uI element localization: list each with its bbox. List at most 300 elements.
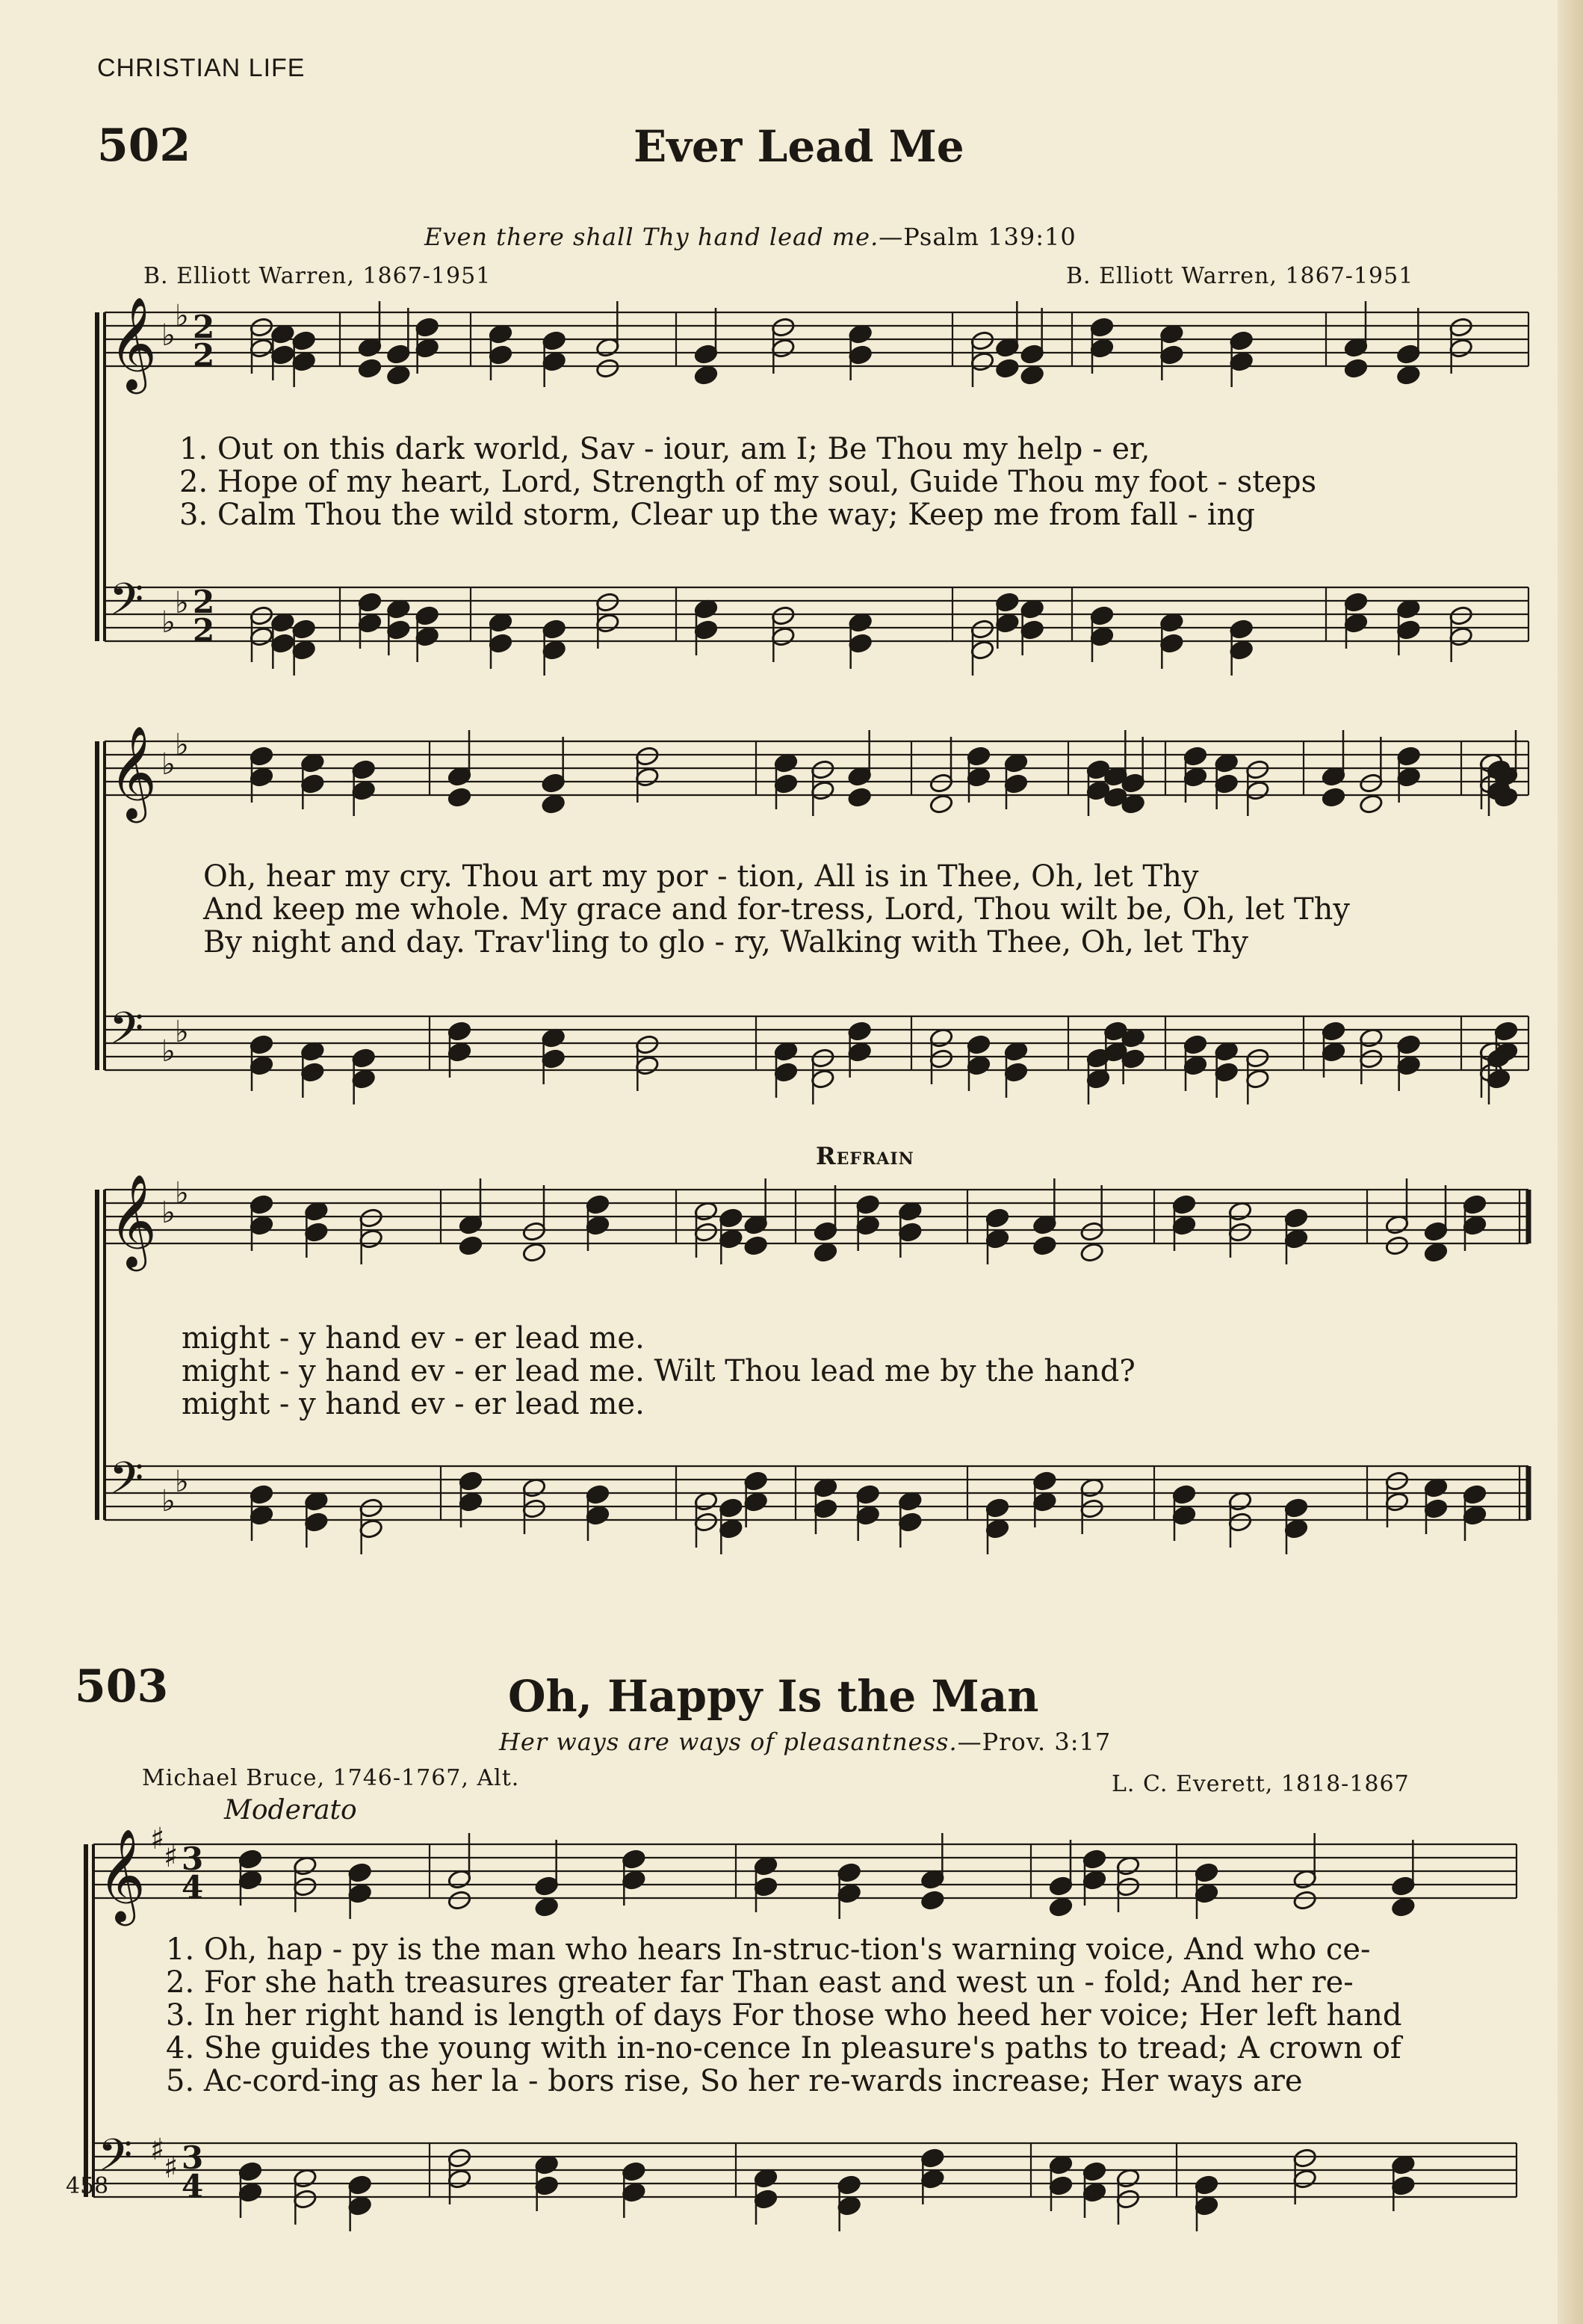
lyric-line: 2. For she hath treasures greater far Than east and west un - fold; And her re- — [166, 1965, 1354, 2000]
note-head — [300, 1062, 325, 1083]
note-head — [929, 1048, 953, 1069]
note-head — [357, 592, 382, 613]
note-head — [1245, 1069, 1270, 1090]
note-head — [359, 1208, 383, 1229]
note-head — [1089, 605, 1114, 626]
note-head — [837, 2175, 861, 2195]
note-head — [1359, 1048, 1384, 1069]
note-head — [837, 2195, 861, 2216]
lyric-line: might - y hand ev - er lead me. Wilt Thou lead me by the hand? — [182, 1354, 1136, 1388]
note-head — [837, 1883, 861, 1904]
note-head — [1194, 1862, 1218, 1883]
note-head — [855, 1194, 880, 1215]
note-head — [1115, 1876, 1140, 1897]
bass-clef: 𝄢 — [109, 573, 144, 636]
note-head — [585, 1484, 610, 1505]
flat-sign: ♭ — [175, 1465, 189, 1499]
note-head — [719, 1229, 743, 1249]
note-head — [351, 759, 376, 780]
note-head — [1292, 2169, 1317, 2189]
note-head — [386, 619, 411, 640]
treble-clef: 𝄞 — [109, 1174, 157, 1267]
note-head — [1020, 365, 1044, 386]
note-head — [929, 773, 953, 794]
note-head — [1493, 1021, 1518, 1042]
note-head — [719, 1208, 743, 1229]
music-credit: L. C. Everett, 1818-1867 — [1112, 1771, 1410, 1797]
note-head — [1396, 619, 1421, 640]
note-head — [920, 1890, 945, 1911]
note-head — [249, 317, 273, 338]
note-head — [534, 2175, 559, 2196]
note-head — [347, 2175, 372, 2195]
note-head — [995, 358, 1020, 379]
flat-sign: ♭ — [161, 1196, 176, 1230]
note-head — [1082, 1870, 1106, 1891]
note-head — [1171, 1194, 1196, 1215]
note-head — [635, 767, 660, 788]
note-head — [966, 746, 991, 767]
note-head — [534, 1876, 559, 1897]
note-head — [488, 633, 512, 654]
note-head — [238, 1870, 262, 1891]
note-head — [249, 1484, 273, 1505]
time-signature: 2 — [193, 337, 215, 374]
note-head — [1486, 1069, 1511, 1090]
flat-sign: ♭ — [161, 605, 176, 640]
note-head — [1343, 613, 1368, 634]
lyric-line: 3. In her right hand is length of days For those who heed her voice; Her left hand — [166, 1998, 1402, 2033]
note-head — [1462, 1484, 1487, 1505]
note-head — [743, 1492, 768, 1512]
note-head — [848, 633, 873, 654]
note-head — [1245, 780, 1270, 801]
note-head — [929, 794, 953, 815]
note-head — [1396, 746, 1421, 767]
note-head — [985, 1208, 1009, 1229]
note-head — [848, 344, 873, 365]
note-head — [1082, 2161, 1106, 2182]
note-head — [541, 794, 566, 815]
note-head — [1283, 1208, 1308, 1229]
note-head — [1159, 633, 1184, 654]
note-head — [1020, 344, 1044, 365]
treble-clef: 𝄞 — [109, 726, 157, 819]
note-head — [447, 2148, 471, 2169]
note-head — [719, 1518, 743, 1539]
note-head — [1003, 1062, 1028, 1083]
note-head — [970, 330, 994, 351]
sharp-sign: ♯ — [164, 1840, 179, 1874]
note-head — [985, 1229, 1009, 1249]
note-head — [1283, 1518, 1308, 1539]
note-head — [415, 317, 439, 338]
note-head — [1449, 605, 1473, 626]
hymn-title: Oh, Happy Is the Man — [508, 1671, 1039, 1722]
note-head — [985, 1518, 1009, 1539]
flat-sign: ♭ — [175, 728, 189, 762]
lyric-line: 4. She guides the young with in-no-cence In pleasure's paths to tread; A crown of — [166, 2031, 1401, 2065]
note-head — [249, 1034, 273, 1055]
note-head — [291, 640, 316, 661]
note-head — [811, 759, 835, 780]
note-head — [966, 1055, 991, 1076]
lyric-line: Oh, hear my cry. Thou art my por - tion, All is in Thee, Oh, let Thy — [203, 859, 1199, 894]
note-head — [1214, 773, 1239, 794]
hymn-number: 503 — [75, 1660, 169, 1713]
note-head — [357, 613, 382, 634]
note-head — [1359, 773, 1384, 794]
note-head — [1082, 1849, 1106, 1870]
note-head — [542, 330, 566, 351]
note-head — [447, 787, 471, 808]
lyric-line: 2. Hope of my heart, Lord, Strength of my soul, Guide Thou my foot - steps — [179, 465, 1317, 499]
lyric-line: 5. Ac-cord-ing as her la - bors rise, So her re-wards increase; Her ways are — [166, 2064, 1303, 2098]
note-head — [595, 613, 620, 634]
note-head — [1089, 626, 1114, 647]
note-head — [1396, 1055, 1421, 1076]
time-signature: 3 — [182, 2139, 204, 2176]
note-head — [542, 351, 566, 372]
sharp-sign: ♯ — [164, 2151, 179, 2185]
lyric-line: And keep me whole. My grace and for-tress, Lord, Thou wilt be, Oh, let Thy — [203, 892, 1350, 927]
epigraph — [499, 1728, 1111, 1756]
time-signature: 4 — [182, 2168, 204, 2204]
note-head — [1183, 746, 1207, 767]
note-head — [693, 344, 718, 365]
note-head — [1396, 344, 1421, 365]
note-head — [415, 626, 439, 647]
note-head — [351, 1048, 376, 1069]
note-head — [347, 1883, 372, 1904]
note-head — [771, 626, 796, 647]
sharp-sign: ♯ — [150, 1822, 165, 1856]
note-head — [753, 1876, 778, 1897]
note-head — [1079, 1221, 1104, 1242]
note-head — [359, 1518, 383, 1539]
note-head — [447, 1890, 471, 1911]
note-head — [1384, 1492, 1409, 1512]
note-head — [1032, 1492, 1057, 1512]
note-head — [249, 338, 273, 359]
note-head — [837, 1862, 861, 1883]
lyric-line: might - y hand ev - er lead me. — [182, 1387, 645, 1421]
note-head — [1171, 1505, 1196, 1526]
note-head — [847, 1021, 872, 1042]
flat-sign: ♭ — [175, 1176, 189, 1211]
note-head — [1292, 2148, 1317, 2169]
note-head — [1384, 1235, 1409, 1256]
note-head — [1048, 1897, 1073, 1917]
note-head — [249, 1194, 273, 1215]
note-head — [855, 1215, 880, 1236]
note-head — [291, 330, 316, 351]
note-head — [1391, 1897, 1416, 1917]
epigraph-text: Even there shall Thy hand lead me. — [424, 223, 879, 251]
note-head — [270, 633, 295, 654]
time-signature: 2 — [193, 584, 215, 620]
note-head — [1245, 1048, 1270, 1069]
bass-clef: 𝄢 — [109, 1452, 144, 1515]
note-head — [1089, 317, 1114, 338]
note-head — [1183, 767, 1207, 788]
note-head — [855, 1505, 880, 1526]
note-head — [920, 2148, 945, 2169]
note-head — [1321, 787, 1345, 808]
note-head — [521, 1221, 546, 1242]
note-head — [995, 613, 1020, 634]
note-head — [249, 1215, 273, 1236]
note-head — [1343, 592, 1368, 613]
note-head — [1227, 1222, 1252, 1243]
flat-sign: ♭ — [175, 1015, 189, 1049]
flat-sign: ♭ — [161, 1034, 176, 1069]
note-head — [351, 1069, 376, 1090]
note-head — [249, 605, 273, 626]
note-head — [293, 2189, 317, 2210]
note-head — [415, 605, 439, 626]
note-head — [541, 773, 566, 794]
note-head — [1229, 351, 1254, 372]
bass-clef: 𝄢 — [98, 2129, 133, 2192]
note-head — [1048, 1876, 1073, 1897]
time-signature: 2 — [193, 309, 215, 345]
note-head — [249, 767, 273, 788]
note-head — [1194, 2195, 1218, 2216]
epigraph-reference: —Psalm 139:10 — [879, 223, 1076, 251]
note-head — [847, 787, 872, 808]
note-head — [1449, 317, 1473, 338]
note-head — [542, 640, 566, 661]
treble-clef: 𝄞 — [109, 297, 157, 390]
note-head — [773, 773, 798, 794]
note-head — [622, 2182, 646, 2203]
note-head — [1423, 1242, 1448, 1263]
note-head — [1194, 1883, 1218, 1904]
flat-sign: ♭ — [175, 299, 189, 333]
note-head — [966, 1034, 991, 1055]
note-head — [347, 2195, 372, 2216]
lyric-line: 1. Oh, hap - py is the man who hears In-struc-tion's warning voice, And who ce- — [166, 1932, 1371, 1967]
note-head — [1449, 338, 1473, 359]
music-credit: B. Elliott Warren, 1867-1951 — [1066, 263, 1414, 289]
note-head — [304, 1222, 329, 1243]
note-head — [1214, 1062, 1239, 1083]
note-head — [595, 358, 620, 379]
note-head — [811, 780, 835, 801]
note-head — [898, 1222, 923, 1243]
words-credit: B. Elliott Warren, 1867-1951 — [143, 263, 492, 289]
note-head — [542, 619, 566, 640]
note-head — [347, 1862, 372, 1883]
note-head — [1396, 1034, 1421, 1055]
note-head — [1283, 1229, 1308, 1249]
sharp-sign: ♯ — [150, 2133, 165, 2167]
note-head — [773, 1062, 798, 1083]
note-head — [359, 1498, 383, 1518]
note-head — [855, 1484, 880, 1505]
bass-clef: 𝄢 — [109, 1002, 144, 1065]
note-head — [771, 338, 796, 359]
note-head — [1082, 2182, 1106, 2203]
time-signature: 2 — [193, 612, 215, 649]
note-head — [1462, 1194, 1487, 1215]
note-head — [1462, 1215, 1487, 1236]
note-head — [249, 1055, 273, 1076]
note-head — [458, 1492, 483, 1512]
note-head — [1384, 1471, 1409, 1492]
note-head — [995, 592, 1020, 613]
note-head — [635, 1055, 660, 1076]
note-head — [743, 1471, 768, 1492]
note-head — [635, 746, 660, 767]
note-head — [771, 317, 796, 338]
note-head — [238, 2161, 262, 2182]
note-head — [813, 1221, 837, 1242]
note-head — [1462, 1505, 1487, 1526]
note-head — [920, 2169, 945, 2189]
note-head — [1183, 1055, 1207, 1076]
note-head — [970, 640, 994, 661]
note-head — [488, 344, 512, 365]
section-label: CHRISTIAN LIFE — [97, 54, 306, 82]
note-head — [1391, 1876, 1416, 1897]
note-head — [595, 592, 620, 613]
epigraph-reference: —Prov. 3:17 — [957, 1728, 1112, 1756]
note-head — [1003, 773, 1028, 794]
note-head — [811, 1048, 835, 1069]
time-signature: 3 — [182, 1841, 204, 1877]
page-number: 458 — [66, 2173, 109, 2199]
note-head — [1359, 794, 1384, 815]
note-head — [1089, 338, 1114, 359]
note-head — [1032, 1235, 1057, 1256]
note-head — [293, 1876, 317, 1897]
note-head — [813, 1242, 837, 1263]
note-head — [249, 1505, 273, 1526]
treble-clef: 𝄞 — [98, 1829, 146, 1922]
note-head — [753, 2189, 778, 2210]
note-head — [622, 1870, 646, 1891]
refrain-label: Refrain — [816, 1142, 914, 1170]
note-head — [985, 1498, 1009, 1518]
lyric-line: 3. Calm Thou the wild storm, Clear up the way; Keep me from fall - ing — [179, 498, 1256, 532]
note-head — [1321, 1042, 1345, 1063]
note-head — [771, 605, 796, 626]
note-head — [585, 1505, 610, 1526]
note-head — [1159, 344, 1184, 365]
epigraph — [424, 223, 1076, 251]
note-head — [1183, 1034, 1207, 1055]
note-head — [1423, 1498, 1448, 1519]
note-head — [291, 351, 316, 372]
tempo-marking: Moderato — [224, 1795, 357, 1826]
note-head — [585, 1215, 610, 1236]
note-head — [1085, 1069, 1110, 1090]
note-head — [386, 344, 411, 365]
note-head — [270, 344, 295, 365]
note-head — [1115, 2189, 1140, 2210]
note-head — [291, 619, 316, 640]
note-head — [521, 1498, 546, 1519]
note-head — [249, 746, 273, 767]
note-head — [458, 1471, 483, 1492]
note-head — [1171, 1215, 1196, 1236]
note-head — [1321, 1021, 1345, 1042]
note-head — [585, 1194, 610, 1215]
note-head — [1171, 1484, 1196, 1505]
note-head — [415, 338, 439, 359]
words-credit: Michael Bruce, 1746-1767, Alt. — [142, 1765, 520, 1791]
flat-sign: ♭ — [161, 747, 176, 782]
hymn-title: Ever Lead Me — [633, 121, 964, 172]
note-head — [1229, 619, 1254, 640]
note-head — [966, 767, 991, 788]
hymn-number: 502 — [97, 120, 191, 172]
note-head — [622, 2161, 646, 2182]
flat-sign: ♭ — [175, 586, 189, 620]
note-head — [1079, 1242, 1104, 1263]
note-head — [1032, 1471, 1057, 1492]
note-head — [622, 1849, 646, 1870]
note-head — [249, 626, 273, 647]
note-head — [447, 2169, 471, 2189]
note-head — [351, 780, 376, 801]
note-head — [534, 1897, 559, 1917]
note-head — [970, 351, 994, 372]
note-head — [458, 1235, 483, 1256]
note-head — [898, 1512, 923, 1533]
note-head — [1292, 1890, 1317, 1911]
note-head — [1194, 2175, 1218, 2195]
note-head — [635, 1034, 660, 1055]
lyric-line: By night and day. Trav'ling to glo - ry, Walking with Thee, Oh, let Thy — [203, 925, 1249, 959]
note-head — [1396, 767, 1421, 788]
note-head — [847, 1042, 872, 1063]
note-head — [693, 619, 718, 640]
note-head — [970, 619, 994, 640]
note-head — [1449, 626, 1473, 647]
note-head — [447, 1042, 471, 1063]
note-head — [813, 1498, 837, 1519]
note-head — [1423, 1221, 1448, 1242]
flat-sign: ♭ — [161, 1484, 176, 1518]
lyric-line: might - y hand ev - er lead me. — [182, 1321, 645, 1356]
note-head — [1396, 365, 1421, 386]
epigraph-text: Her ways are ways of pleasantness. — [499, 1728, 958, 1756]
note-head — [521, 1242, 546, 1263]
note-head — [238, 2182, 262, 2203]
note-head — [1020, 619, 1044, 640]
note-head — [1229, 330, 1254, 351]
time-signature: 4 — [182, 1869, 204, 1906]
note-head — [1229, 640, 1254, 661]
note-head — [238, 1849, 262, 1870]
note-head — [693, 1222, 718, 1243]
note-head — [1227, 1512, 1252, 1533]
note-head — [743, 1235, 768, 1256]
note-head — [304, 1512, 329, 1533]
note-head — [357, 358, 382, 379]
note-head — [300, 773, 325, 794]
note-head — [447, 1021, 471, 1042]
note-head — [1391, 2175, 1416, 2196]
note-head — [1048, 2175, 1073, 2196]
note-head — [359, 1229, 383, 1249]
note-head — [1079, 1498, 1104, 1519]
note-head — [693, 365, 718, 386]
flat-sign: ♭ — [161, 318, 176, 353]
